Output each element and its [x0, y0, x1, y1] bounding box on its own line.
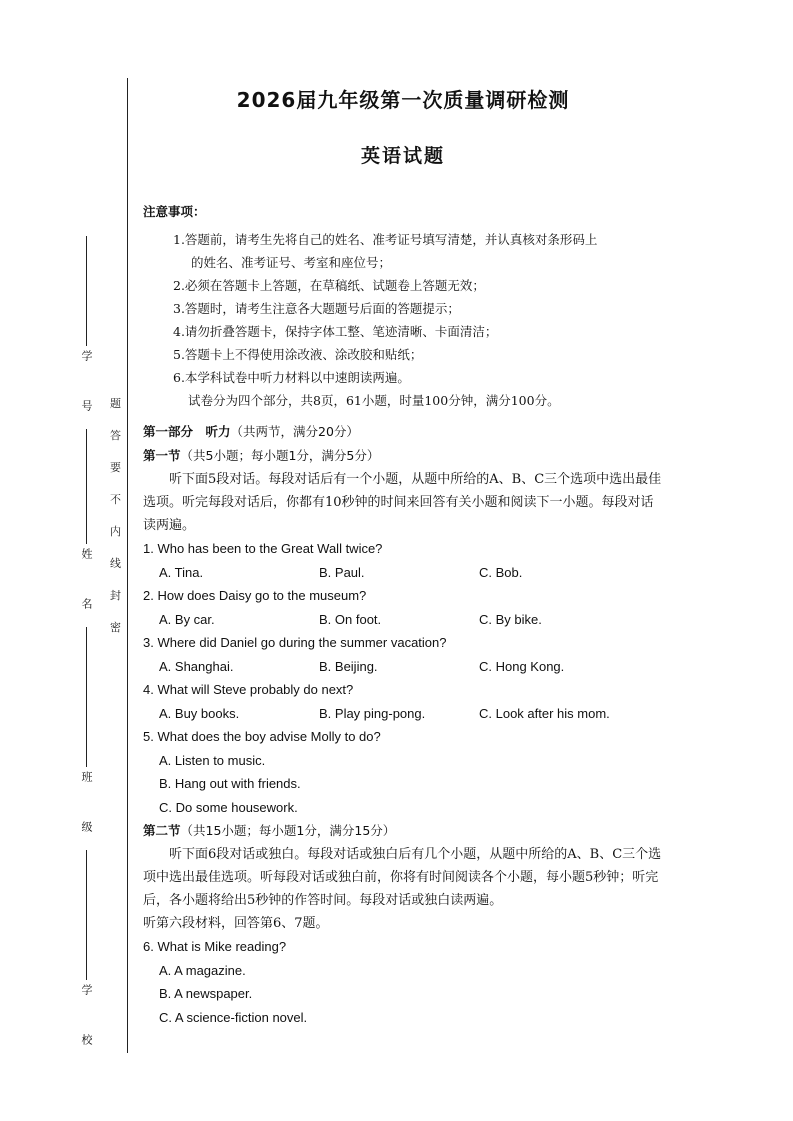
- notes-title: 注意事项：: [143, 204, 206, 219]
- exam-subtitle: 英语试题: [360, 145, 445, 167]
- option-b: B. Beijing.: [319, 658, 378, 674]
- notice-char: 密: [110, 621, 121, 634]
- exam-content: [143, 84, 663, 1029]
- notice-char: 要: [110, 461, 121, 474]
- question-4: [143, 678, 663, 725]
- question-text: 2. How does Daisy go to the museum?: [143, 588, 367, 603]
- option-a: A. Buy books.: [159, 705, 240, 721]
- student-id-blank-2: [86, 429, 87, 544]
- student-id-label: 学 号: [80, 350, 93, 425]
- section-1-heading: 第一节（共5小题；每小题1分，满分5分）: [143, 448, 380, 463]
- question-text: 6. What is Mike reading?: [143, 939, 287, 954]
- note-item: 2.必须在答题卡上答题，在草稿纸、试题卷上答题无效；: [173, 278, 485, 293]
- notice-char: 答: [110, 429, 121, 442]
- option-b: B. On foot.: [319, 611, 382, 627]
- option-a: A. Listen to music.: [159, 752, 266, 768]
- segment-6-instruction: 听第六段材料，回答第6、7题。: [143, 916, 329, 931]
- notice-char: 线: [110, 557, 121, 570]
- option-c: C. Do some housework.: [159, 799, 298, 815]
- note-item: 6.本学科试卷中听力材料以中速朗读两遍。: [173, 370, 410, 385]
- binding-line: [127, 78, 128, 1053]
- note-item: 3.答题时，请考生注意各大题题号后面的答题提示；: [173, 301, 460, 316]
- option-a: A. By car.: [159, 611, 215, 627]
- question-text: 4. What will Steve probably do next?: [143, 682, 354, 697]
- note-item: 5.答题卡上不得使用涂改液、涂改胶和贴纸；: [173, 347, 423, 362]
- option-b: B. A newspaper.: [159, 986, 253, 1001]
- question-2: [143, 584, 663, 631]
- name-blank: [86, 627, 87, 767]
- option-b: B. Play ping-pong.: [319, 705, 426, 721]
- exam-total-info: 试卷分为四个部分，共8页，61小题，时量100分钟，满分100分。: [188, 393, 560, 408]
- option-a: A. Tina.: [159, 564, 204, 580]
- question-options: [143, 655, 663, 679]
- section-2-heading: 第二节（共15小题；每小题1分，满分15分）: [143, 823, 396, 838]
- notice-char: 封: [110, 589, 121, 602]
- option-a: A. A magazine.: [159, 962, 246, 978]
- question-3: [143, 631, 663, 678]
- question-6: [143, 935, 663, 1029]
- notes-list: [143, 228, 663, 412]
- class-blank: [86, 850, 87, 980]
- option-c: C. Look after his mom.: [479, 705, 610, 721]
- question-options: [143, 561, 663, 585]
- note-item: 1.答题前，请考生先将自己的姓名、准考证号填写清楚，并认真核对条形码上 的姓名、准考证号、考室和座位号；: [173, 232, 598, 270]
- notice-char: 内: [110, 525, 121, 538]
- question-text: 5. What does the boy advise Molly to do?: [143, 729, 381, 744]
- notice-char: 不: [110, 493, 121, 506]
- question-text: 1. Who has been to the Great Wall twice?: [143, 541, 383, 556]
- class-label: 班 级: [80, 771, 93, 846]
- name-label: 姓 名: [80, 548, 93, 623]
- section-2-instructions: 听下面6段对话或独白。每段对话或独白后有几个小题，从题中所给的A、B、C三个选项中选出最佳选项。听每段对话或独白前，你将有时间阅读各个小题，每小题5秒钟；听完后，各小题将给出5秒钟的作答时间。每段对话或独白读两遍。: [143, 847, 662, 908]
- option-c: C. Bob.: [479, 564, 523, 580]
- question-options: [143, 608, 663, 632]
- student-id-blank: [86, 236, 87, 346]
- school-label: 学 校: [80, 984, 93, 1059]
- sealing-line-notice: [110, 395, 121, 635]
- option-c: C. Hong Kong.: [479, 658, 565, 674]
- question-text: 3. Where did Daniel go during the summer vacation?: [143, 635, 447, 650]
- question-5: [143, 725, 663, 819]
- student-id-field: [78, 232, 94, 1059]
- option-c: C. By bike.: [479, 611, 542, 627]
- note-item: 4.请勿折叠答题卡，保持字体工整、笔迹清晰、卡面清洁；: [173, 324, 498, 339]
- part-1-heading: 第一部分 听力（共两节，满分20分）: [143, 424, 359, 439]
- option-a: A. Shanghai.: [159, 658, 234, 674]
- option-b: B. Paul.: [319, 564, 365, 580]
- option-b: B. Hang out with friends.: [159, 776, 301, 791]
- option-c: C. A science-fiction novel.: [159, 1009, 308, 1025]
- question-1: [143, 537, 663, 584]
- question-options: [143, 702, 663, 726]
- exam-title: 2026届九年级第一次质量调研检测: [236, 88, 570, 112]
- notice-char: 题: [110, 397, 121, 410]
- section-1-instructions: 听下面5段对话。每段对话后有一个小题，从题中所给的A、B、C三个选项中选出最佳选项。听完每段对话后，你都有10秒钟的时间来回答有关小题和阅读下一小题。每段对话读两遍。: [143, 472, 662, 533]
